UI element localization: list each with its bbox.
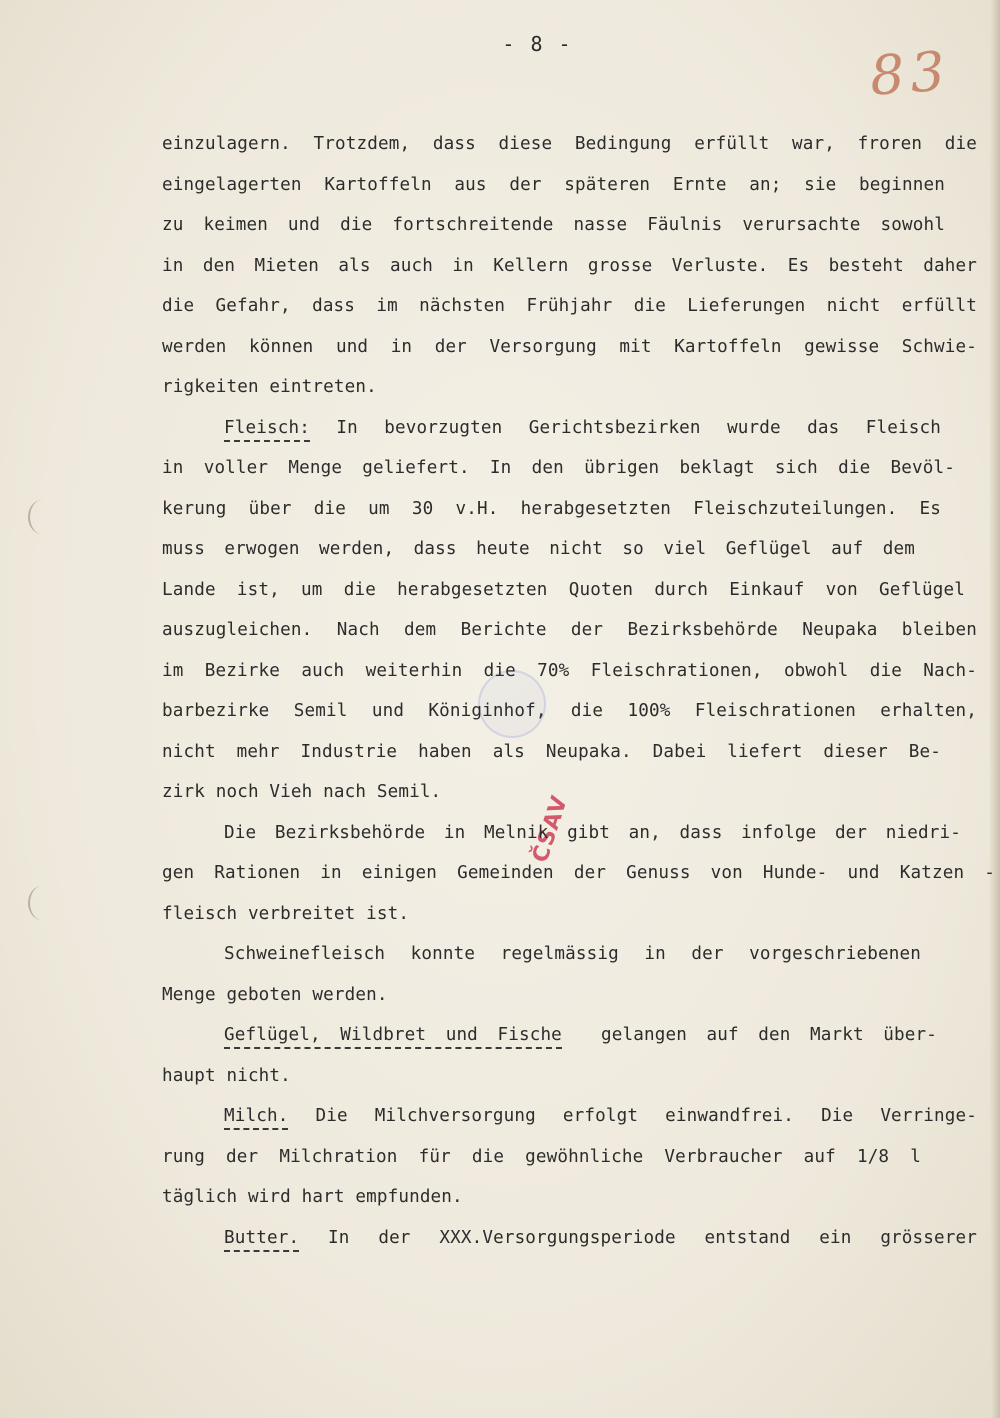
text-line: kerung über die um 30 v.H. herabgesetzten Fleischzuteilungen. Es [162,498,941,519]
handwritten-folio-number: 83 [867,39,953,108]
page-number: - 8 - [502,32,573,56]
text-line: gen Rationen in einigen Gemeinden der Genuss von Hunde- und Katzen - [162,863,995,883]
text-line: täglich wird hart empfunden. [162,1187,463,1207]
section-heading-gefluegel: Geflügel, Wildbret und Fische [224,1025,562,1049]
text-line: zirk noch Vieh nach Semil. [162,782,442,802]
text-fragment: In der XXX.Versorgungsperiode entstand ein grösserer [299,1227,977,1248]
text-line: rung der Milchration für die gewöhnliche Verbraucher auf 1/8 l [162,1146,921,1167]
text-line [162,408,941,449]
text-line: barbezirke Semil und Königinhof, die 100% Fleischrationen erhalten, [162,701,977,721]
text-line: eingelagerten Kartoffeln aus der späteren Ernte an; sie beginnen [162,174,945,195]
text-line: muss erwogen werden, dass heute nicht so viel Geflügel auf dem [162,539,915,559]
text-line: zu keimen und die fortschreitende nasse Fäulnis verursachte sowohl [162,215,945,235]
text-line: rigkeiten eintreten. [162,377,377,397]
text-line: im Bezirke auch weiterhin die 70% Fleischrationen, obwohl die Nach- [162,660,977,681]
text-line: einzulagern. Trotzdem, dass diese Bedingung erfüllt war, froren die [162,134,977,154]
text-line: fleisch verbreitet ist. [162,903,410,924]
text-line [162,1218,977,1259]
text-line: werden können und in der Versorgung mit Kartoffeln gewisse Schwie- [162,336,977,357]
text-line: Lande ist, um die herabgesetzten Quoten durch Einkauf von Geflügel [162,579,965,600]
page-edge-shadow [990,0,1000,1418]
text-line [162,1096,977,1137]
punch-hole [28,886,56,920]
text-line: die Gefahr, dass im nächsten Frühjahr die Lieferungen nicht erfüllt [162,296,977,316]
text-fragment: gelangen auf den Markt über- [561,1025,937,1045]
red-library-stamp: ČSAV [528,792,574,866]
text-fragment: In bevorzugten Gerichtsbezirken wurde das Fleisch [309,417,941,438]
text-line: haupt nicht. [162,1065,291,1086]
text-line: Die Bezirksbehörde in Melnik gibt an, dass infolge der niedri- [224,822,961,843]
text-fragment: Die Milchversorgung erfolgt einwandfrei. Die Verringe- [288,1106,977,1126]
text-line: Menge geboten werden. [162,984,388,1005]
text-line: Schweinefleisch konnte regelmässig in der vorgeschriebenen [224,944,921,964]
text-line: nicht mehr Industrie haben als Neupaka. Dabei liefert dieser Be- [162,741,941,762]
typewritten-body [162,124,995,1258]
text-line: auszugleichen. Nach dem Berichte der Bezirksbehörde Neupaka bleiben [162,620,977,640]
text-line: in voller Menge geliefert. In den übrigen beklagt sich die Bevöl- [162,458,955,478]
punch-hole [28,500,56,534]
text-line: in den Mieten als auch in Kellern grosse Verluste. Es besteht daher [162,255,977,276]
section-heading-fleisch: Fleisch: [224,418,310,442]
section-heading-butter: Butter. [224,1228,299,1252]
section-heading-milch: Milch. [224,1106,288,1130]
text-line [162,1015,937,1056]
